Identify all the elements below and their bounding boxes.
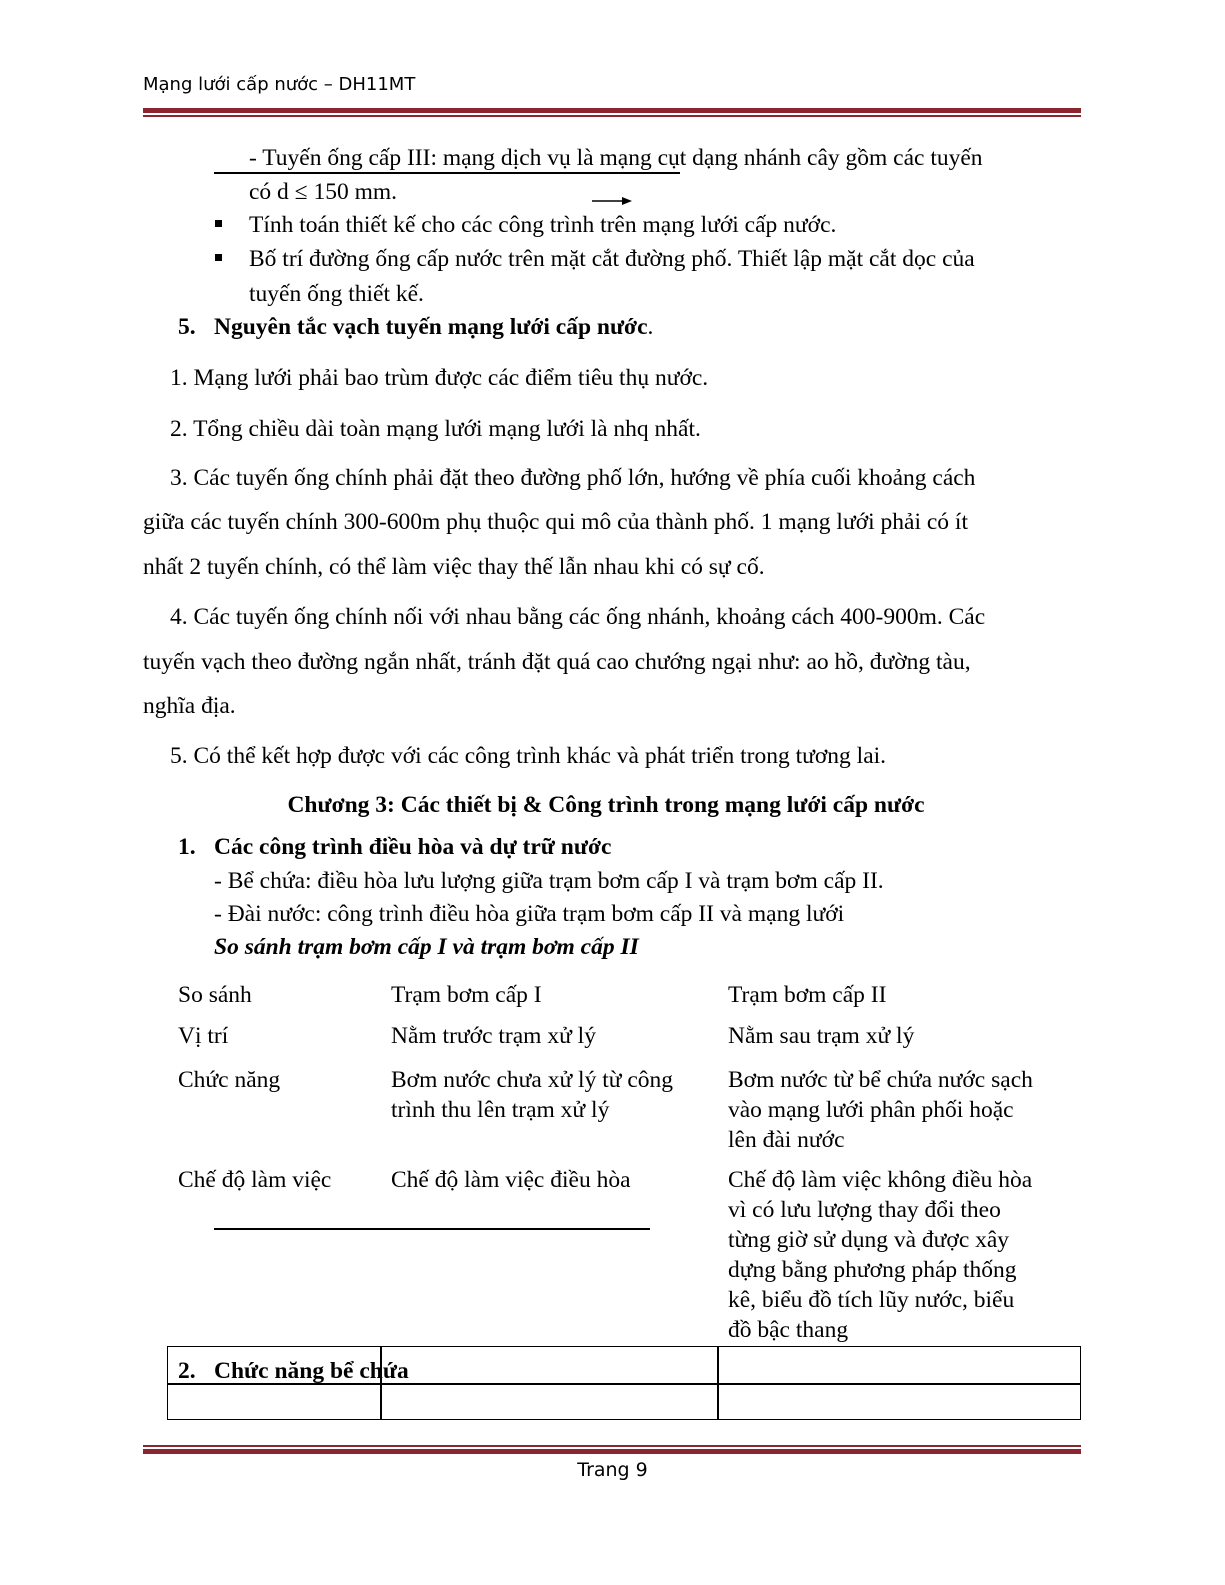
- footer-rule-thick: [143, 1449, 1081, 1454]
- section-5-heading-period: .: [647, 314, 654, 340]
- bullet-square-icon: [215, 254, 222, 261]
- section-5-heading-text: Nguyên tắc vạch tuyến mạng lưới cấp nước: [214, 314, 648, 340]
- table-cell-line: vào mạng lưới phân phối hoặc: [728, 1097, 1014, 1123]
- table-cell-line: đồ bậc thang: [728, 1317, 849, 1343]
- water-tower-line: - Đài nước: công trình điều hòa giữa trạm bơm cấp II và mạng lưới: [214, 901, 845, 927]
- chapter-3-title: Chương 3: Các thiết bị & Công trình trong mạng lưới cấp nước: [287, 792, 925, 818]
- page-header-title: Mạng lưới cấp nước – DH11MT: [143, 74, 416, 95]
- table-cell-location-pump-2: Nằm sau trạm xử lý: [728, 1023, 915, 1049]
- table-cell-function-label: Chức năng: [178, 1067, 281, 1093]
- table-cell-line: lên đài nước: [728, 1127, 845, 1153]
- table-cell-line: dựng bằng phương pháp thống: [728, 1257, 1017, 1283]
- principle-4-line-a: 4. Các tuyến ống chính nối với nhau bằng các ống nhánh, khoảng cách 400-900m. Các: [170, 604, 986, 630]
- bullet-2-text-a: Bố trí đường ống cấp nước trên mặt cắt đường phố. Thiết lập mặt cắt dọc của: [249, 246, 975, 272]
- underline-mark: [214, 1228, 650, 1230]
- comparison-title: So sánh trạm bơm cấp I và trạm bơm cấp II: [214, 934, 639, 960]
- principle-1: 1. Mạng lưới phải bao trùm được các điểm tiêu thụ nước.: [170, 365, 709, 391]
- table-cell-line: kê, biểu đồ tích lũy nước, biểu: [728, 1287, 1015, 1313]
- page-number: Trang 9: [577, 1459, 648, 1481]
- pipe3-line-b: có d ≤ 150 mm.: [249, 179, 398, 205]
- header-rule-thick: [143, 108, 1081, 113]
- header-rule-thin: [143, 115, 1081, 117]
- table-cell-line: Bơm nước từ bể chứa nước sạch: [728, 1067, 1033, 1093]
- footer-rule-thin: [143, 1445, 1081, 1447]
- principle-2: 2. Tổng chiều dài toàn mạng lưới mạng lưới là nhq nhất.: [170, 416, 701, 442]
- table-cell-line: vì có lưu lượng thay đổi theo: [728, 1197, 1001, 1223]
- bullet-square-icon: [215, 220, 222, 227]
- table-cell-location-pump-1: Nằm trước trạm xử lý: [391, 1023, 596, 1049]
- bullet-1-text: Tính toán thiết kế cho các công trình trên mạng lưới cấp nước.: [249, 212, 837, 238]
- table-header-pump-2: Trạm bơm cấp II: [728, 982, 887, 1008]
- table-header-compare: So sánh: [178, 982, 252, 1008]
- table-cell-function-pump-1: [391, 1065, 673, 1125]
- chapter-3-section-1-number: 1.: [178, 834, 196, 860]
- table-column-divider: [717, 1346, 719, 1420]
- principle-3-line-a: 3. Các tuyến ống chính phải đặt theo đường phố lớn, hướng về phía cuối khoảng cách: [170, 465, 976, 491]
- chapter-3-section-1-heading: Các công trình điều hòa và dự trữ nước: [214, 834, 612, 860]
- section-5-heading: [214, 312, 653, 342]
- table-cell-line: Chế độ làm việc không điều hòa: [728, 1167, 1033, 1193]
- section-5-number: 5.: [178, 314, 196, 340]
- pipe3-line-a: - Tuyến ống cấp III: mạng dịch vụ là mạng cụt dạng nhánh cây gồm các tuyến: [249, 145, 983, 171]
- table-cell-mode-pump-1: Chế độ làm việc điều hòa: [391, 1167, 631, 1193]
- principle-3-line-c: nhất 2 tuyến chính, có thể làm việc thay thế lẫn nhau khi có sự cố.: [143, 554, 765, 580]
- chapter-3-section-2-heading: Chức năng bể chứa: [214, 1358, 409, 1384]
- table-cell-location-label: Vị trí: [178, 1023, 229, 1049]
- principle-5: 5. Có thể kết hợp được với các công trình khác và phát triển trong tương lai.: [170, 743, 887, 769]
- chapter-3-section-2-number: 2.: [178, 1358, 196, 1384]
- table-cell-line: Bơm nước chưa xử lý từ công: [391, 1067, 674, 1093]
- arrow-right-icon: [592, 197, 632, 205]
- principle-3-line-b: giữa các tuyến chính 300-600m phụ thuộc qui mô của thành phố. 1 mạng lưới phải có ít: [143, 509, 968, 535]
- table-header-pump-1: Trạm bơm cấp I: [391, 982, 542, 1008]
- table-cell-line: trình thu lên trạm xử lý: [391, 1097, 610, 1123]
- storage-tank-line: - Bể chứa: điều hòa lưu lượng giữa trạm bơm cấp I và trạm bơm cấp II.: [214, 868, 884, 894]
- underline-mark: [214, 172, 680, 174]
- bullet-2-text-b: tuyến ống thiết kế.: [249, 281, 424, 307]
- principle-4-line-c: nghĩa địa.: [143, 693, 236, 719]
- table-cell-mode-pump-2: [728, 1165, 1032, 1345]
- table-cell-mode-label: Chế độ làm việc: [178, 1167, 332, 1193]
- principle-4-line-b: tuyến vạch theo đường ngắn nhất, tránh đặt quá cao chướng ngại như: ao hồ, đường tàu,: [143, 649, 971, 675]
- table-cell-line: từng giờ sử dụng và được xây: [728, 1227, 1010, 1253]
- table-cell-function-pump-2: [728, 1065, 1033, 1155]
